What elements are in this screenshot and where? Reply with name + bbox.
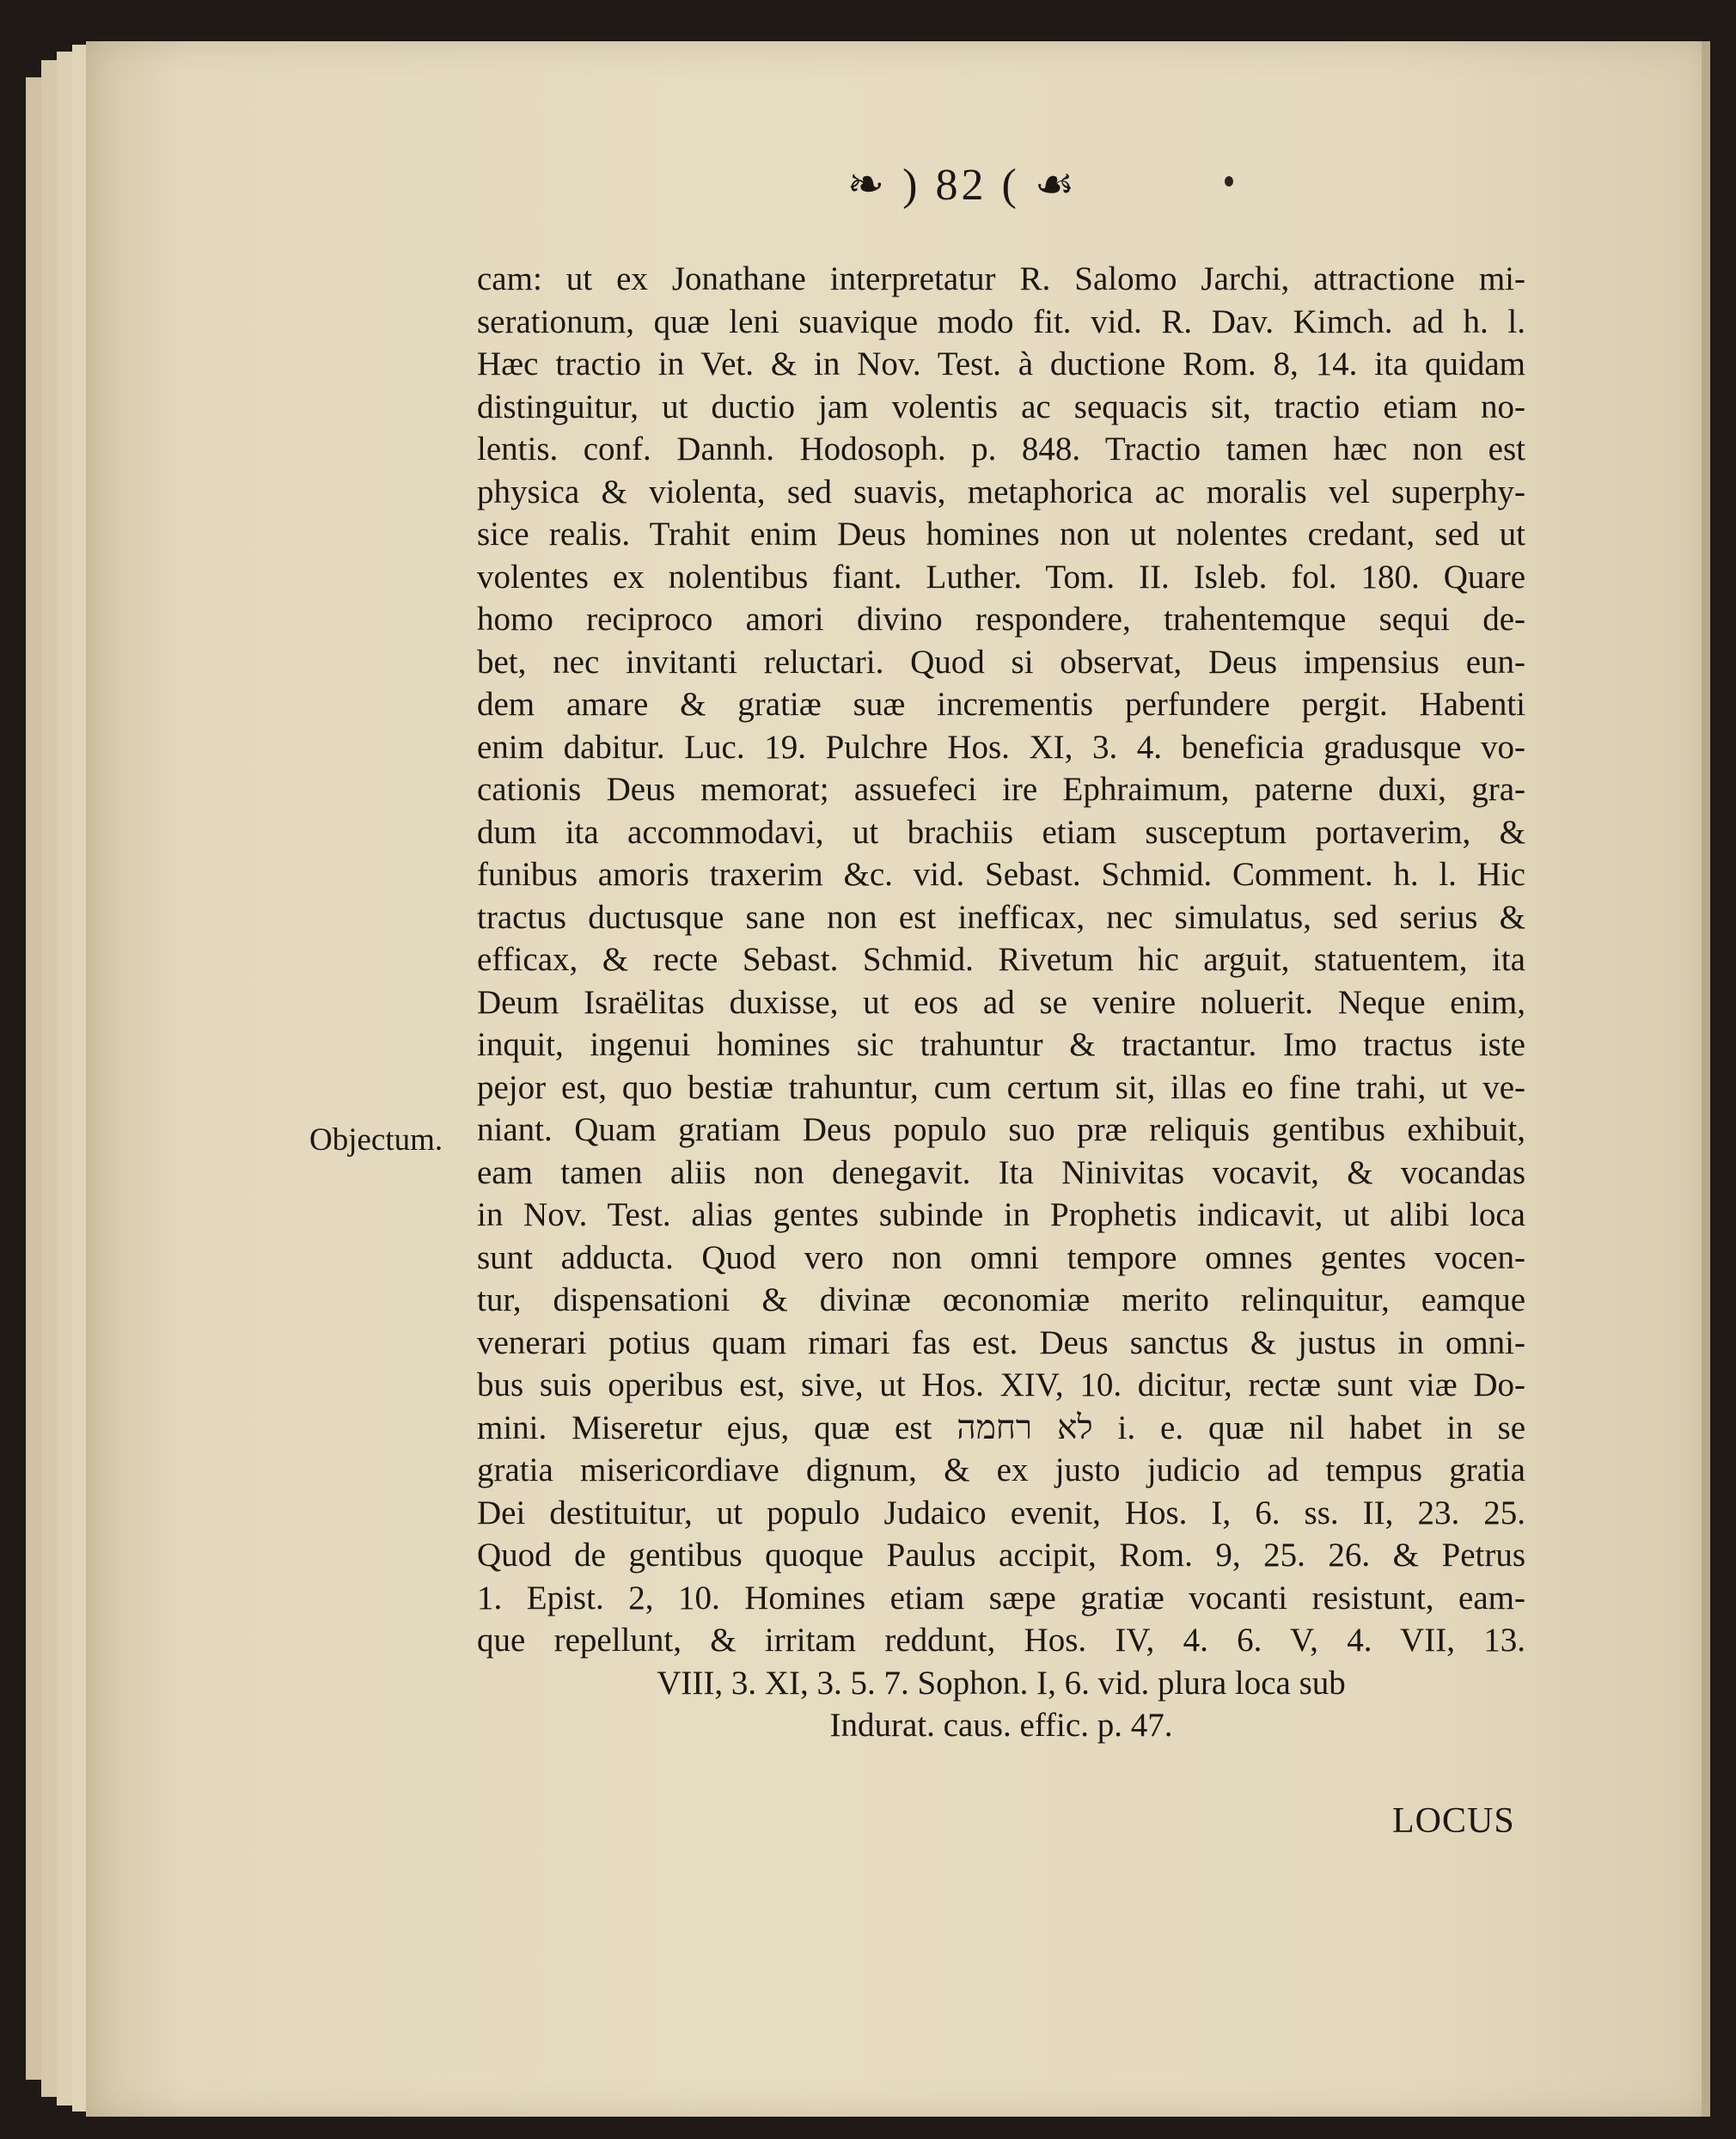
- text-line: cationis Deus memorat; assuefeci ire Ephraimum, paterne duxi, gra-: [477, 771, 1525, 808]
- text-line: venerari potius quam rimari fas est. Deus sanctus & justus in omni-: [477, 1323, 1525, 1361]
- text-line: Quod de gentibus quoque Paulus accipit, Rom. 9, 25. 26. & Petrus: [477, 1537, 1525, 1574]
- text-line: enim dabitur. Luc. 19. Pulchre Hos. XI, 3. 4. beneficia gradusque vo-: [477, 728, 1525, 766]
- catchword: LOCUS: [1392, 1801, 1515, 1841]
- text-line: funibus amoris traxerim &c. vid. Sebast. Schmid. Comment. h. l. Hic: [477, 856, 1525, 893]
- text-line: sunt adducta. Quod vero non omni tempore omnes gentes vocen-: [477, 1238, 1525, 1276]
- page-number-header: ❧ ) 82 ( ☙: [847, 161, 1079, 210]
- text-line: que repellunt, & irritam reddunt, Hos. IV, 4. 6. V, 4. VII, 13.: [477, 1622, 1525, 1659]
- ink-spot: [1225, 176, 1233, 186]
- text-line: Dei destituitur, ut populo Judaico evenit, Hos. I, 6. ss. II, 23. 25.: [477, 1494, 1525, 1531]
- text-line: pejor est, quo bestiæ trahuntur, cum certum sit, illas eo fine trahi, ut ve-: [477, 1068, 1525, 1106]
- text-line: in Nov. Test. alias gentes subinde in Prophetis indicavit, ut alibi loca: [477, 1196, 1525, 1233]
- text-line: tractus ductusque sane non est inefficax, nec simulatus, sed serius &: [477, 898, 1525, 936]
- text-line: homo reciproco amori divino respondere, trahentemque sequi de-: [477, 601, 1525, 638]
- text-line: Indurat. caus. effic. p. 47.: [829, 1707, 1173, 1744]
- text-line: niant. Quam gratiam Deus populo suo præ reliquis gentibus exhibuit,: [477, 1111, 1525, 1148]
- text-line: Deum Israëlitas duxisse, ut eos ad se venire noluerit. Neque enim,: [477, 983, 1525, 1021]
- text-line: cam: ut ex Jonathane interpretatur R. Salomo Jarchi, attractione mi-: [477, 260, 1525, 297]
- body-text: [477, 258, 1525, 1747]
- text-line: dum ita accommodavi, ut brachiis etiam susceptum portaverim, &: [477, 813, 1525, 851]
- text-line: bus suis operibus est, sive, ut Hos. XIV, 10. dicitur, rectæ sunt viæ Do-: [477, 1366, 1525, 1403]
- text-line: serationum, quæ leni suavique modo fit. vid. R. Dav. Kimch. ad h. l.: [477, 303, 1525, 340]
- text-line: gratia misericordiave dignum, & ex justo judicio ad tempus gratia: [477, 1451, 1525, 1488]
- text-line: VIII, 3. XI, 3. 5. 7. Sophon. I, 6. vid. plura loca sub: [657, 1664, 1346, 1702]
- text-line: efficax, & recte Sebast. Schmid. Rivetum hic arguit, statuentem, ita: [477, 941, 1525, 978]
- text-line: sice realis. Trahit enim Deus homines non ut nolentes credant, sed ut: [477, 516, 1525, 553]
- text-line: 1. Epist. 2, 10. Homines etiam sæpe gratiæ vocanti resistunt, eam-: [477, 1579, 1525, 1616]
- text-line: lentis. conf. Dannh. Hodosoph. p. 848. Tractio tamen hæc non est: [477, 431, 1525, 468]
- text-line: physica & violenta, sed suavis, metaphorica ac moralis vel superphy-: [477, 473, 1525, 510]
- text-line: inquit, ingenui homines sic trahuntur & tractantur. Imo tractus iste: [477, 1026, 1525, 1063]
- margin-note: Objectum.: [309, 1122, 443, 1158]
- text-line: Hæc tractio in Vet. & in Nov. Test. à ductione Rom. 8, 14. ita quidam: [477, 345, 1525, 382]
- text-line: mini. Miseretur ejus, quæ est לא רחמה i. e. quæ nil habet in se: [477, 1409, 1525, 1446]
- text-line: dem amare & gratiæ suæ incrementis perfundere pergit. Habenti: [477, 686, 1525, 723]
- text-line: bet, nec invitanti reluctari. Quod si observat, Deus impensius eun-: [477, 643, 1525, 681]
- text-line: volentes ex nolentibus fiant. Luther. Tom. II. Isleb. fol. 180. Quare: [477, 558, 1525, 596]
- text-line: eam tamen aliis non denegavit. Ita Ninivitas vocavit, & vocandas: [477, 1153, 1525, 1191]
- text-line: distinguitur, ut ductio jam volentis ac sequacis sit, tractio etiam no-: [477, 388, 1525, 425]
- text-line: tur, dispensationi & divinæ œconomiæ merito relinquitur, eamque: [477, 1281, 1525, 1318]
